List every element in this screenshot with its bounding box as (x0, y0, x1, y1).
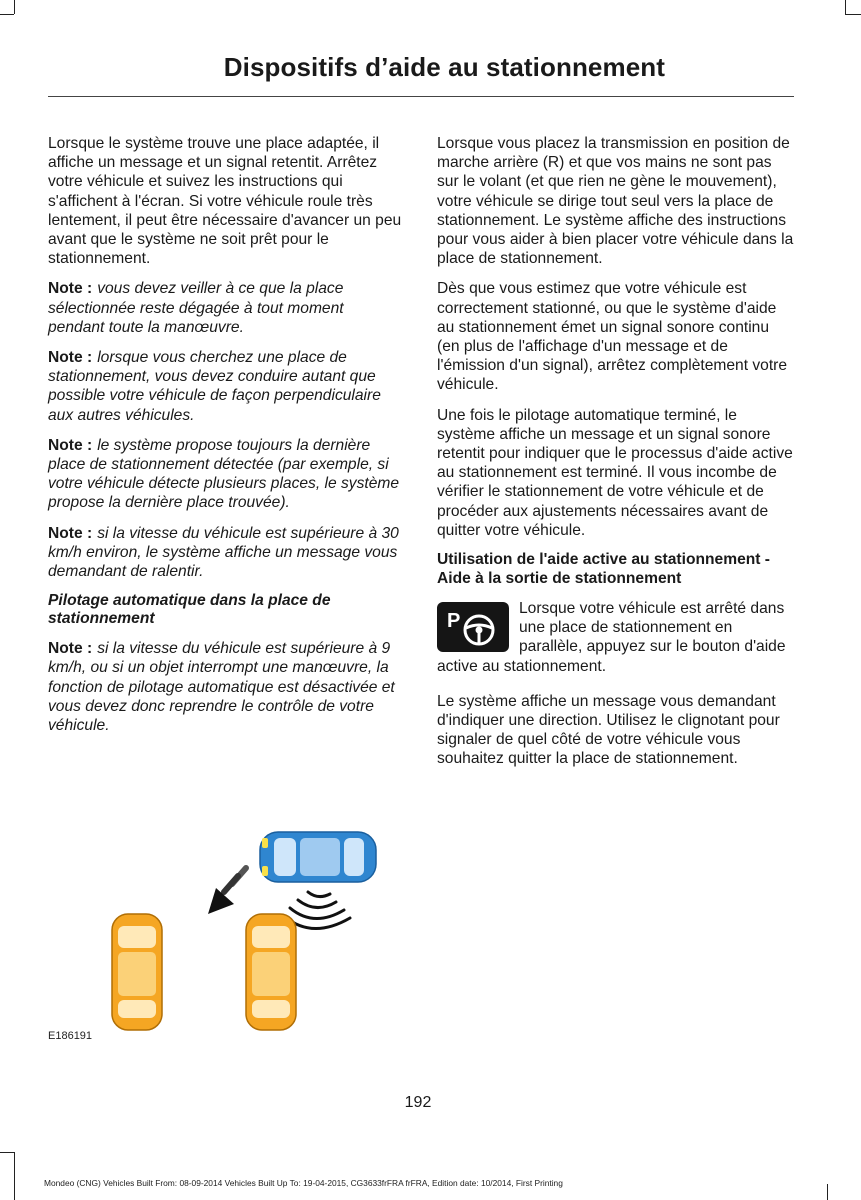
yellow-car-left (112, 914, 162, 1030)
steering-wheel-icon (465, 616, 493, 644)
note-text: si la vitesse du véhicule est supérieure à 9 km/h, ou si un objet interrompt une manœuvre, la fonction de pilotage automatique est désactivée et vous devez donc reprendre le contrôle de votre véhicule. (48, 640, 395, 735)
exit-arrow-icon (208, 868, 246, 914)
parking-illustration (48, 820, 388, 1042)
header-rule (48, 96, 794, 97)
note-text: lorsque vous cherchez une place de stationnement, vous devez conduire autant que possible votre véhicule de façon perpendiculaire aux autres véhicules. (48, 349, 381, 424)
crop-mark-bottom-left (14, 1152, 15, 1200)
paragraph: Une fois le pilotage automatique terminé, le système affiche un message et un signal sonore retentit pour indiquer que le processus d'aide active au stationnement est terminé. Il vous incombe de vérifier le stationnement de votre véhicule et de procéder aux ajustements nécessaires avant de quitter votre véhicule. (437, 406, 793, 539)
paragraph: Le système affiche un message vous demandant d'indiquer une direction. Utilisez le clignotant pour signaler de quel côté de votre véhicule vous souhaitez quitter la place de stationnement. (437, 692, 780, 768)
blue-car (260, 832, 376, 882)
crop-mark-top-left (0, 14, 14, 15)
footer-text: Mondeo (CNG) Vehicles Built From: 08-09-2014 Vehicles Built Up To: 19-04-2015, CG3633frFRA frFRA, Edition date: 10/2014, First Printing (44, 1178, 563, 1188)
page-title: Dispositifs d’aide au stationnement (223, 52, 665, 82)
right-column (437, 134, 795, 780)
crop-mark-bottom-right (827, 1184, 828, 1200)
yellow-car-right (246, 914, 296, 1030)
note-label: Note : (48, 640, 93, 658)
note (48, 639, 402, 735)
note-label: Note : (48, 349, 93, 367)
paragraph: Lorsque le système trouve une place adaptée, il affiche un message et un signal retentit. Arrêtez votre véhicule et suivez les instructions qui s'affichent à l'écran. Si votre véhicule roule très lentement, il peut être nécessaire d'avancer un peu avant que le système ne soit prêt pour le stationnement. (48, 135, 402, 268)
left-column (48, 134, 402, 746)
icon-paragraph-text: Lorsque votre véhicule est arrêté dans une place de stationnement en parallèle, appuyez sur le bouton d'aide active au stationnement. (437, 600, 786, 675)
crop-mark-top-right-v (845, 0, 846, 14)
subheading: Pilotage automatique dans la place de stationnement (48, 592, 331, 628)
page-number: 192 (404, 1094, 432, 1111)
note-label: Note : (48, 436, 93, 454)
note-text: si la vitesse du véhicule est supérieure à 30 km/h environ, le système affiche un message vous demandant de ralentir. (48, 524, 399, 581)
paragraph: Dès que vous estimez que votre véhicule est correctement stationné, ou que le système d'aide au stationnement émet un signal sonore continu (en plus de l'affichage d'un message et de l'émission d'un signal), arrêtez complètement votre véhicule. (437, 280, 788, 394)
note-label: Note : (48, 524, 93, 542)
crop-mark-top-left-v (14, 0, 15, 14)
section-heading: Utilisation de l'aide active au stationnement - Aide à la sortie de stationnement (437, 551, 770, 587)
paragraph: Lorsque vous placez la transmission en position de marche arrière (R) et que vos mains ne sont pas sur le volant (et que rien ne gène le mouvement), votre véhicule se dirige tout seul vers la place de stationnement. Le système affiche des instructions pour vous aider à bien placer votre véhicule dans la place de stationnement. (437, 135, 794, 268)
park-assist-button-icon (437, 602, 509, 652)
note (48, 348, 402, 425)
note (48, 436, 402, 513)
crop-mark-top-right (845, 14, 861, 15)
note (48, 524, 402, 582)
note-label: Note : (48, 280, 93, 298)
figure-code: E186191 (48, 1030, 93, 1042)
svg-text:P: P (447, 610, 461, 633)
note-text: vous devez veiller à ce que la place sélectionnée reste dégagée à tout moment pendant toute la manœuvre. (48, 280, 344, 336)
note (48, 279, 402, 337)
note-text: le système propose toujours la dernière place de stationnement détectée (par exemple, si votre véhicule détecte plusieurs places, le système propose la dernière place trouvée). (48, 436, 400, 512)
icon-paragraph (437, 599, 795, 676)
crop-mark-bottom-left-h (0, 1152, 14, 1153)
